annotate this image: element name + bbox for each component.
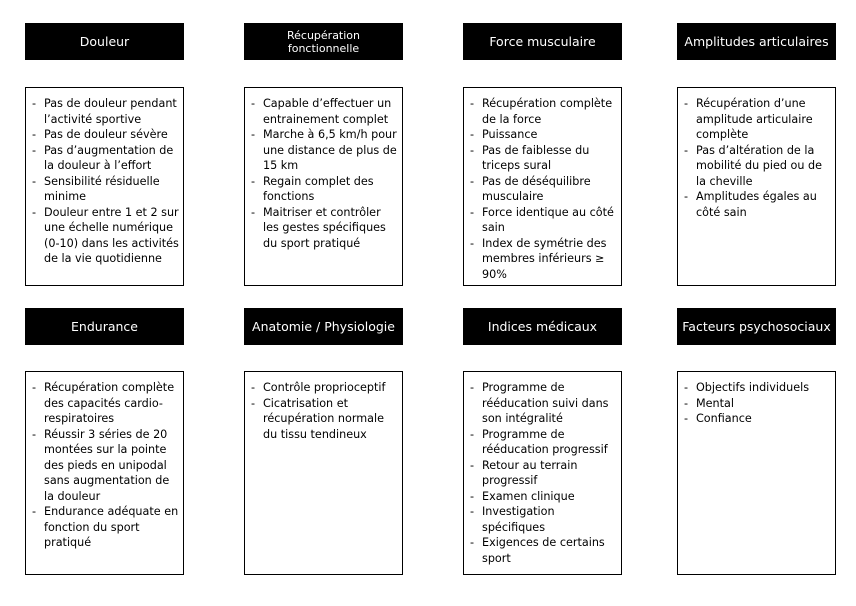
criteria-item: - Examen clinique — [470, 489, 617, 505]
criteria-list — [684, 380, 831, 427]
criteria-item: - Pas de faiblesse du triceps sural — [470, 143, 617, 174]
card-box — [677, 371, 836, 575]
card-box — [463, 87, 622, 286]
card-box — [463, 371, 622, 575]
criteria-list — [470, 380, 617, 566]
criteria-item: - Pas de déséquilibre musculaire — [470, 174, 617, 205]
criteria-item: - Confiance — [684, 411, 831, 427]
criteria-list — [251, 96, 398, 251]
criteria-item: - Index de symétrie des membres inférieurs ≥ 90% — [470, 236, 617, 283]
card-box — [25, 87, 184, 286]
criteria-item: - Réussir 3 séries de 20 montées sur la pointe des pieds en unipodal sans augmentation de la douleur — [32, 427, 179, 505]
criteria-item: - Douleur entre 1 et 2 sur une échelle numérique (0-10) dans les activités de la vie quotidienne — [32, 205, 179, 267]
card-title: Douleur — [25, 23, 184, 60]
criteria-item: - Objectifs individuels — [684, 380, 831, 396]
criteria-item: - Programme de rééducation progressif — [470, 427, 617, 458]
card-title: Facteurs psychosociaux — [677, 308, 836, 345]
card-title: Anatomie / Physiologie — [244, 308, 403, 345]
card-title: Endurance — [25, 308, 184, 345]
card-title: Amplitudes articulaires — [677, 23, 836, 60]
criteria-item: - Amplitudes égales au côté sain — [684, 189, 831, 220]
criteria-item: - Récupération complète des capacités cardio-respiratoires — [32, 380, 179, 427]
criteria-item: - Sensibilité résiduelle minime — [32, 174, 179, 205]
criteria-item: - Investigation spécifiques — [470, 504, 617, 535]
card-box — [25, 371, 184, 575]
criteria-list — [684, 96, 831, 220]
criteria-item: - Force identique au côté sain — [470, 205, 617, 236]
criteria-item: - Pas de douleur sévère — [32, 127, 179, 143]
card-box — [244, 371, 403, 575]
criteria-item: - Programme de rééducation suivi dans son intégralité — [470, 380, 617, 427]
criteria-item: - Mental — [684, 396, 831, 412]
criteria-item: - Pas d’augmentation de la douleur à l’effort — [32, 143, 179, 174]
criteria-item: - Récupération complète de la force — [470, 96, 617, 127]
criteria-item: - Endurance adéquate en fonction du sport pratiqué — [32, 504, 179, 551]
criteria-item: - Puissance — [470, 127, 617, 143]
card-box — [244, 87, 403, 286]
criteria-item: - Retour au terrain progressif — [470, 458, 617, 489]
criteria-item: - Exigences de certains sport — [470, 535, 617, 566]
criteria-list — [251, 380, 398, 442]
criteria-list — [32, 96, 179, 267]
criteria-list — [32, 380, 179, 551]
criteria-list — [470, 96, 617, 282]
criteria-item: - Récupération d’une amplitude articulaire complète — [684, 96, 831, 143]
criteria-item: - Capable d’effectuer un entrainement complet — [251, 96, 398, 127]
card-box — [677, 87, 836, 286]
criteria-item: - Pas d’altération de la mobilité du pied ou de la cheville — [684, 143, 831, 190]
card-title: Force musculaire — [463, 23, 622, 60]
card-title: Indices médicaux — [463, 308, 622, 345]
criteria-item: - Maitriser et contrôler les gestes spécifiques du sport pratiqué — [251, 205, 398, 252]
criteria-item: - Cicatrisation et récupération normale du tissu tendineux — [251, 396, 398, 443]
card-title: Récupération fonctionnelle — [244, 23, 403, 60]
criteria-item: - Contrôle proprioceptif — [251, 380, 398, 396]
criteria-item: - Regain complet des fonctions — [251, 174, 398, 205]
criteria-item: - Pas de douleur pendant l’activité sportive — [32, 96, 179, 127]
criteria-item: - Marche à 6,5 km/h pour une distance de plus de 15 km — [251, 127, 398, 174]
